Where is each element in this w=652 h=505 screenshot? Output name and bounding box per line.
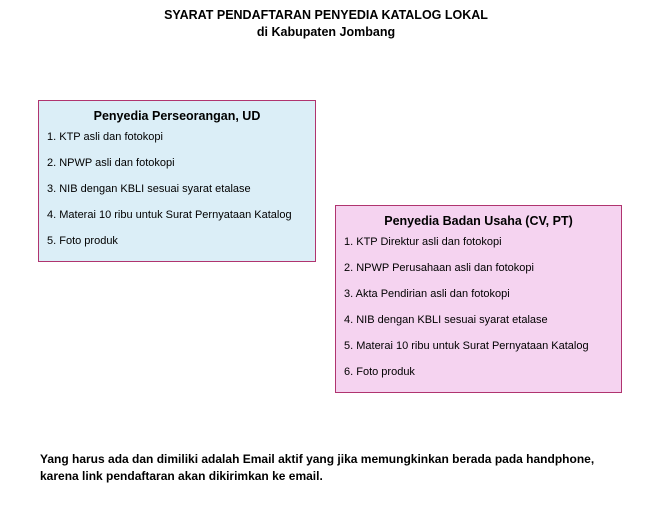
list-item: 5. Materai 10 ribu untuk Surat Pernyataan Katalog: [344, 340, 589, 352]
business-requirements-box: [335, 205, 622, 393]
email-note-line: karena link pendaftaran akan dikirimkan ke email.: [40, 469, 323, 483]
business-box-title: Penyedia Badan Usaha (CV, PT): [384, 214, 573, 228]
list-item: 2. NPWP Perusahaan asli dan fotokopi: [344, 262, 534, 274]
list-item: 1. KTP Direktur asli dan fotokopi: [344, 236, 502, 248]
list-item: 4. NIB dengan KBLI sesuai syarat etalase: [344, 314, 548, 326]
page-title: SYARAT PENDAFTARAN PENYEDIA KATALOG LOKAL: [164, 8, 488, 22]
list-item: 4. Materai 10 ribu untuk Surat Pernyataan Katalog: [47, 209, 292, 221]
list-item: 1. KTP asli dan fotokopi: [47, 131, 163, 143]
list-item: 5. Foto produk: [47, 235, 118, 247]
email-note-line: Yang harus ada dan dimiliki adalah Email aktif yang jika memungkinkan berada pada handphone,: [40, 452, 595, 466]
list-item: 2. NPWP asli dan fotokopi: [47, 157, 175, 169]
email-note: [40, 451, 620, 485]
list-item: 3. Akta Pendirian asli dan fotokopi: [344, 288, 510, 300]
list-item: 3. NIB dengan KBLI sesuai syarat etalase: [47, 183, 251, 195]
list-item: 6. Foto produk: [344, 366, 415, 378]
individual-requirements-list: [47, 131, 315, 248]
individual-box-title: Penyedia Perseorangan, UD: [93, 109, 261, 123]
page-subtitle: di Kabupaten Jombang: [256, 25, 396, 39]
individual-requirements-box: [38, 100, 316, 262]
business-requirements-list: [344, 236, 621, 379]
